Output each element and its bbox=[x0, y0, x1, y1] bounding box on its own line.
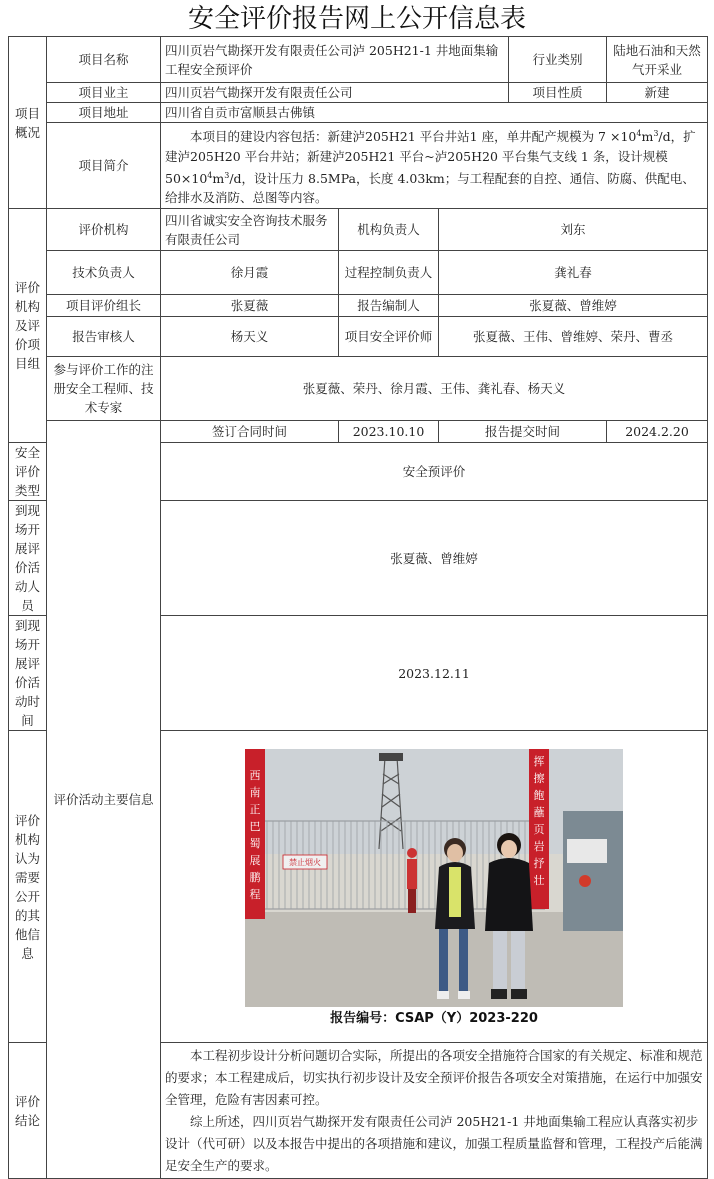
report-number: 报告编号：CSAP（Y）2023-220 bbox=[330, 1010, 538, 1026]
contract-date: 2023.10.10 bbox=[339, 421, 439, 443]
leader: 张夏薇 bbox=[161, 295, 339, 317]
label-org: 评价机构 bbox=[47, 209, 161, 251]
reviewer: 杨天义 bbox=[161, 317, 339, 357]
owner: 四川页岩气勘探开发有限责任公司 bbox=[161, 83, 509, 103]
tech: 徐月霞 bbox=[161, 251, 339, 295]
label-reviewer: 报告审核人 bbox=[47, 317, 161, 357]
author: 张夏薇、曾维婷 bbox=[439, 295, 708, 317]
process: 龚礼春 bbox=[439, 251, 708, 295]
conclusion bbox=[161, 1043, 708, 1179]
field-staff: 张夏薇、曾维婷 bbox=[161, 501, 708, 616]
section-overview: 项目概况 bbox=[9, 37, 47, 209]
org: 四川省诚实安全咨询技术服务有限责任公司 bbox=[161, 209, 339, 251]
field-time: 2023.12.11 bbox=[161, 616, 708, 731]
head: 刘东 bbox=[439, 209, 708, 251]
section-agency: 评价机构及评价项目组 bbox=[9, 209, 47, 443]
label-nature: 项目性质 bbox=[509, 83, 607, 103]
label-submit: 报告提交时间 bbox=[439, 421, 607, 443]
label-author: 报告编制人 bbox=[339, 295, 439, 317]
info-table bbox=[8, 36, 708, 1179]
industry: 陆地石油和天然气开采业 bbox=[607, 37, 708, 83]
site-photo-drawing bbox=[245, 749, 623, 1007]
conclusion-p2: 综上所述，四川页岩气勘探开发有限责任公司泸 205H21-1 井地面集输工程应认真落实初步设计（代可研）以及本报告中提出的各项措施和建议，加强工程质量监督和管理，工程投产后能满足安全生产的要求。 bbox=[165, 1113, 703, 1173]
project-name: 四川页岩气勘探开发有限责任公司泸 205H21-1 井地面集输工程安全预评价 bbox=[161, 37, 509, 83]
label-head: 机构负责人 bbox=[339, 209, 439, 251]
label-other-info: 评价机构认为需要公开的其他信息 bbox=[9, 731, 47, 1043]
section-activity: 评价活动主要信息 bbox=[47, 421, 161, 1179]
warning-sign-text: 禁止烟火 bbox=[289, 857, 321, 867]
label-leader: 项目评价组长 bbox=[47, 295, 161, 317]
evaluators: 张夏薇、王伟、曾维婷、荣丹、曹丞 bbox=[439, 317, 708, 357]
label-staff: 到现场开展评价活动人员 bbox=[9, 501, 47, 616]
label-type: 安全评价类型 bbox=[9, 443, 47, 501]
label-owner: 项目业主 bbox=[47, 83, 161, 103]
page-title: 安全评价报告网上公开信息表 bbox=[187, 4, 526, 34]
submit-date: 2024.2.20 bbox=[607, 421, 708, 443]
label-industry: 行业类别 bbox=[509, 37, 607, 83]
other-info bbox=[161, 731, 708, 1043]
project-intro: 本项目的建设内容包括：新建泸205H21 平台井站1 座，单井配产规模为 $7 \times 10^4m^3/d$，扩建泸205H20 平台井站；新建泸205H21 平台~泸205H20 平台集气支线 1 条，设计规模 $50\times 10^4m^3/d$，设计压力 8.5MPa，长度 4.03km；与工程配套的自控、通信、防腐、供配电、给排水及消防、总图等内容。 bbox=[161, 123, 708, 209]
label-field-time: 到现场开展评价活动时间 bbox=[9, 616, 47, 731]
nature: 新建 bbox=[607, 83, 708, 103]
engineers: 张夏薇、荣丹、徐月霞、王伟、龚礼春、杨天义 bbox=[161, 357, 708, 421]
label-intro: 项目简介 bbox=[47, 123, 161, 209]
eval-type: 安全预评价 bbox=[161, 443, 708, 501]
label-engineers: 参与评价工作的注册安全工程师、技术专家 bbox=[47, 357, 161, 421]
label-process: 过程控制负责人 bbox=[339, 251, 439, 295]
label-project-name: 项目名称 bbox=[47, 37, 161, 83]
right-banner-text: 挥擦飽蘸页岩抒壮 bbox=[533, 754, 545, 887]
label-tech: 技术负责人 bbox=[47, 251, 161, 295]
label-conclusion: 评价结论 bbox=[9, 1043, 47, 1179]
label-address: 项目地址 bbox=[47, 103, 161, 123]
label-contract: 签订合同时间 bbox=[161, 421, 339, 443]
address: 四川省自贡市富顺县古佛镇 bbox=[161, 103, 708, 123]
site-photo bbox=[245, 749, 623, 1007]
left-banner-text: 西南正巴蜀展鹏程 bbox=[249, 768, 261, 901]
conclusion-p1: 本工程初步设计分析问题切合实际，所提出的各项安全措施符合国家的有关规定、标准和规范的要求；本工程建成后，切实执行初步设计及安全预评价报告各项安全对策措施，在运行中加强安全管理，危险有害因素可控。 bbox=[165, 1047, 703, 1107]
label-evaluators: 项目安全评价师 bbox=[339, 317, 439, 357]
